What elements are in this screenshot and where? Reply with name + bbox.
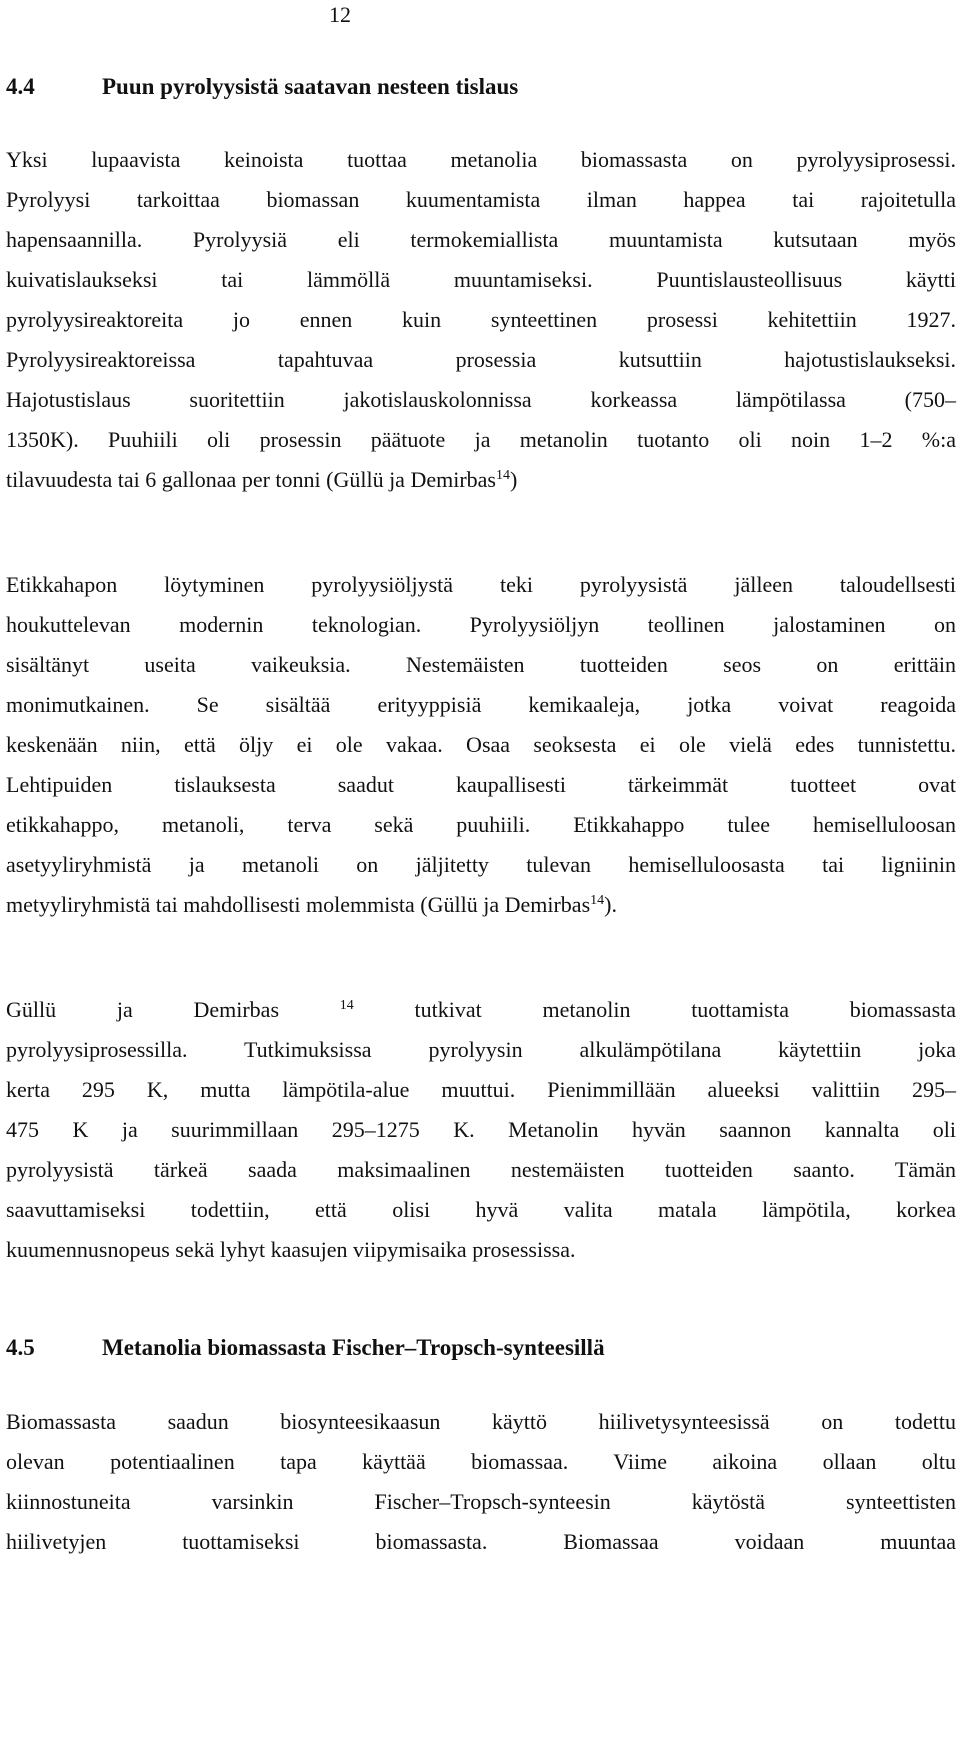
text-line: kiinnostuneita varsinkin Fischer–Tropsch-synteesin käytöstä synteettisten [6, 1489, 956, 1514]
paragraph-pyrolysis-intro [6, 140, 956, 500]
section-number: 4.5 [6, 1335, 35, 1360]
text-line: saavuttamiseksi todettiin, että olisi hyvä valita matala lämpötila, korkea [6, 1197, 956, 1222]
text-line: pyrolyysistä tärkeä saada maksimaalinen nestemäisten tuotteiden saanto. Tämän [6, 1157, 956, 1182]
text-line: Yksi lupaavista keinoista tuottaa metanolia biomassasta on pyrolyysiprosessi. [6, 147, 956, 172]
text-line: pyrolyysireaktoreita jo ennen kuin synteettinen prosessi kehitettiin 1927. [6, 307, 956, 332]
text-line: 1350K). Puuhiili oli prosessin päätuote ja metanolin tuotanto oli noin 1–2 %:a [6, 427, 956, 452]
citation-close: ). [604, 892, 617, 917]
citation-text: metyyliryhmistä tai mahdollisesti molemmista (Güllü ja Demirbas [6, 892, 591, 917]
paragraph-fischer-tropsch [6, 1402, 956, 1562]
text-line: houkuttelevan modernin teknologian. Pyrolyysiöljyn teollinen jalostaminen on [6, 612, 956, 637]
citation-close: ) [509, 467, 518, 492]
text-line: asetyyliryhmistä ja metanoli on jäljitetty tulevan hemiselluloosasta tai ligniinin [6, 852, 956, 877]
section-title: Puun pyrolyysistä saatavan nesteen tislaus [102, 74, 519, 99]
paragraph-gullu-demirbas [6, 990, 956, 1270]
text-line: Hajotustislaus suoritettiin jakotislauskolonnissa korkeassa lämpötilassa (750– [6, 387, 956, 412]
text-line: kuumennusnopeus sekä lyhyt kaasujen viipymisaika prosessissa. [6, 1237, 576, 1262]
section-heading-4-4 [6, 74, 518, 100]
text-line: hapensaannilla. Pyrolyysiä eli termokemiallista muuntamista kutsutaan myös [6, 227, 956, 252]
text-line: kuivatislaukseksi tai lämmöllä muuntamiseksi. Puuntislausteollisuus käytti [6, 267, 956, 292]
text-fragment: tutkivat metanolin tuottamista biomassasta [414, 997, 957, 1022]
text-line: sisältänyt useita vaikeuksia. Nestemäisten tuotteiden seos on erittäin [6, 652, 956, 677]
text-line [6, 990, 956, 1030]
text-line [6, 460, 956, 500]
text-line [6, 885, 956, 925]
text-line: Etikkahapon löytyminen pyrolyysiöljystä teki pyrolyysistä jälleen taloudellsesti [6, 572, 956, 597]
citation-text: tilavuudesta tai 6 gallonaa per tonni (Güllü ja Demirbas [6, 467, 496, 492]
text-line: monimutkainen. Se sisältää erityyppisiä kemikaaleja, jotka voivat reagoida [6, 692, 956, 717]
text-line: kerta 295 K, mutta lämpötila-alue muuttui. Pienimmillään alueeksi valittiin 295– [6, 1077, 956, 1102]
text-line: etikkahappo, metanoli, terva sekä puuhiili. Etikkahappo tulee hemiselluloosan [6, 812, 956, 837]
section-number: 4.4 [6, 74, 35, 99]
paragraph-acetic-acid [6, 565, 956, 925]
text-line: 475 K ja suurimmillaan 295–1275 K. Metanolin hyvän saannon kannalta oli [6, 1117, 956, 1142]
text-line: pyrolyysiprosessilla. Tutkimuksissa pyrolyysin alkulämpötilana käytettiin joka [6, 1037, 956, 1062]
text-line: Biomassasta saadun biosynteesikaasun käyttö hiilivetysynteesissä on todettu [6, 1409, 956, 1434]
text-line: Lehtipuiden tislauksesta saadut kaupallisesti tärkeimmät tuotteet ovat [6, 772, 956, 797]
citation-text: Güllü ja Demirbas [6, 997, 280, 1022]
reference-number: 14 [495, 468, 510, 483]
section-title: Metanolia biomassasta Fischer–Tropsch-synteesillä [102, 1335, 605, 1360]
text-line: Pyrolyysi tarkoittaa biomassan kuumentamista ilman happea tai rajoitetulla [6, 187, 956, 212]
text-line: Pyrolyysireaktoreissa tapahtuvaa prosessia kutsuttiin hajotustislaukseksi. [6, 347, 956, 372]
reference-number: 14 [590, 893, 605, 908]
text-line: olevan potentiaalinen tapa käyttää biomassaa. Viime aikoina ollaan oltu [6, 1449, 956, 1474]
reference-number: 14 [339, 998, 354, 1013]
section-heading-4-5 [6, 1335, 605, 1361]
text-line: keskenään niin, että öljy ei ole vakaa. Osaa seoksesta ei ole vielä edes tunnistettu. [6, 732, 956, 757]
page-number: 12 [329, 2, 351, 27]
text-line: hiilivetyjen tuottamiseksi biomassasta. Biomassaa voidaan muuntaa [6, 1529, 956, 1554]
